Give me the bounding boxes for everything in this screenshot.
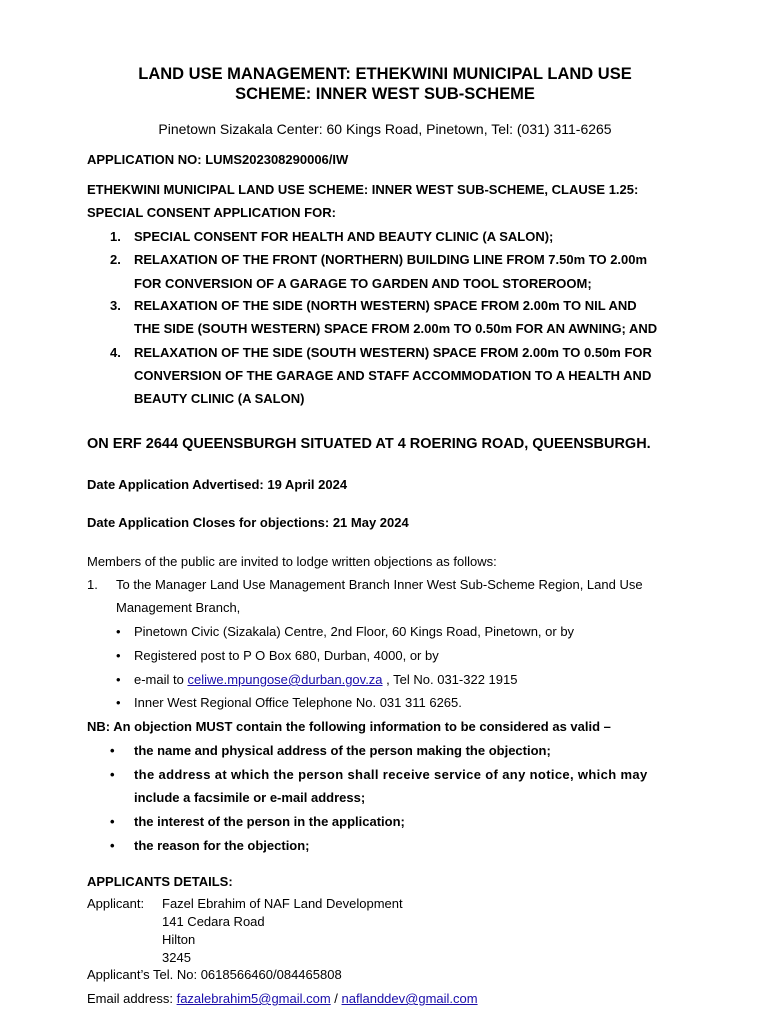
- applicant-email-link-1[interactable]: fazalebrahim5@gmail.com: [176, 991, 331, 1006]
- email-label: Email address:: [87, 991, 177, 1006]
- bullet-icon: •: [116, 672, 121, 687]
- document-title-line1: LAND USE MANAGEMENT: ETHEKWINI MUNICIPAL LAND USE: [138, 65, 632, 83]
- date-closes: Date Application Closes for objections: 21 May 2024: [87, 515, 409, 530]
- consent-item-4: [110, 345, 652, 360]
- consent-item-number: 1.: [110, 229, 121, 244]
- applicant-town: Hilton: [162, 932, 196, 947]
- nb-bullet-name-address: [110, 743, 551, 758]
- members-invited: Members of the public are invited to lodge written objections as follows:: [87, 554, 497, 569]
- manager-item-text: To the Manager Land Use Management Branch Inner West Sub-Scheme Region, Land Use: [116, 577, 643, 592]
- date-advertised: Date Application Advertised: 19 April 2024: [87, 477, 348, 492]
- consent-item-3-cont: THE SIDE (SOUTH WESTERN) SPACE FROM 2.00m TO 0.50m FOR AN AWNING; AND: [134, 321, 658, 336]
- consent-item-text: RELAXATION OF THE SIDE (SOUTH WESTERN) SPACE FROM 2.00m TO 0.50m FOR: [134, 345, 652, 360]
- nb-bullet-text: the interest of the person in the application;: [134, 814, 405, 829]
- lodge-bullet-email: [116, 672, 517, 687]
- consent-item-number: 3.: [110, 298, 121, 313]
- manager-item: [87, 577, 643, 592]
- bullet-icon: •: [110, 767, 115, 782]
- lodge-bullet-post: [116, 648, 439, 663]
- nb-bullet-text: the reason for the objection;: [134, 838, 310, 853]
- manager-item-cont: Management Branch,: [116, 600, 241, 615]
- bullet-icon: •: [110, 743, 115, 758]
- bullet-icon: •: [116, 648, 121, 663]
- lodge-bullet-text: Inner West Regional Office Telephone No. 031 311 6265.: [134, 695, 462, 710]
- bullet-icon: •: [116, 624, 121, 639]
- lodge-bullet-tel: , Tel No. 031-322 1915: [382, 672, 518, 687]
- erf-location: ON ERF 2644 QUEENSBURGH SITUATED AT 4 ROERING ROAD, QUEENSBURGH.: [87, 436, 651, 452]
- consent-item-number: 4.: [110, 345, 121, 360]
- applicant-name: Fazel Ebrahim of NAF Land Development: [162, 896, 403, 911]
- application-number: APPLICATION NO: LUMS202308290006/IW: [87, 152, 349, 167]
- consent-item-text: SPECIAL CONSENT FOR HEALTH AND BEAUTY CLINIC (A SALON);: [134, 229, 554, 244]
- bullet-icon: •: [110, 814, 115, 829]
- consent-item-4-cont2: BEAUTY CLINIC (A SALON): [134, 391, 305, 406]
- manager-item-number: 1.: [87, 577, 98, 592]
- nb-bullet-service-address: [110, 767, 648, 782]
- applicant-email-line: [87, 991, 478, 1006]
- nb-bullet-text: the address at which the person shall receive service of any notice, which may: [134, 767, 648, 782]
- nb-objection-requirements: NB: An objection MUST contain the following information to be considered as valid –: [87, 719, 611, 734]
- lodge-bullet-regional-office: [116, 695, 462, 710]
- consent-item-4-cont1: CONVERSION OF THE GARAGE AND STAFF ACCOMMODATION TO A HEALTH AND: [134, 368, 652, 383]
- consent-item-1: [110, 229, 553, 244]
- nb-bullet-text: the name and physical address of the person making the objection;: [134, 743, 551, 758]
- applicant-email-link-2[interactable]: naflanddev@gmail.com: [341, 991, 478, 1006]
- document-title-line2: SCHEME: INNER WEST SUB-SCHEME: [235, 85, 535, 103]
- nb-bullet-service-address-cont: include a facsimile or e-mail address;: [134, 790, 366, 805]
- lodge-bullet-text: Registered post to P O Box 680, Durban, 4000, or by: [134, 648, 439, 663]
- scheme-clause: ETHEKWINI MUNICIPAL LAND USE SCHEME: INNER WEST SUB-SCHEME, CLAUSE 1.25:: [87, 182, 639, 197]
- nb-bullet-reason: [110, 838, 310, 853]
- email-separator: /: [330, 991, 342, 1006]
- consent-item-text: RELAXATION OF THE FRONT (NORTHERN) BUILDING LINE FROM 7.50m TO 2.00m: [134, 252, 648, 267]
- consent-item-text: RELAXATION OF THE SIDE (NORTH WESTERN) SPACE FROM 2.00m TO NIL AND: [134, 298, 637, 313]
- lodge-bullet-text: Pinetown Civic (Sizakala) Centre, 2nd Floor, 60 Kings Road, Pinetown, or by: [134, 624, 575, 639]
- consent-item-2: [110, 252, 647, 267]
- special-consent-heading: SPECIAL CONSENT APPLICATION FOR:: [87, 205, 336, 220]
- nb-bullet-interest: [110, 814, 405, 829]
- consent-item-number: 2.: [110, 252, 121, 267]
- lodge-bullet-civic-centre: [116, 624, 574, 639]
- office-address: Pinetown Sizakala Center: 60 Kings Road, Pinetown, Tel: (031) 311-6265: [158, 121, 612, 137]
- consent-item-2-cont: FOR CONVERSION OF A GARAGE TO GARDEN AND TOOL STOREROOM;: [134, 276, 592, 291]
- bullet-icon: •: [116, 695, 121, 710]
- objection-email-link[interactable]: celiwe.mpungose@durban.gov.za: [187, 672, 383, 687]
- bullet-icon: •: [110, 838, 115, 853]
- applicants-heading: APPLICANTS DETAILS:: [87, 874, 233, 889]
- consent-item-3: [110, 298, 637, 313]
- applicant-label: Applicant:: [87, 896, 145, 911]
- applicant-postal-code: 3245: [162, 950, 191, 965]
- applicant-street: 141 Cedara Road: [162, 914, 265, 929]
- lodge-bullet-text: e-mail to: [134, 672, 188, 687]
- applicant-telephone: Applicant’s Tel. No: 0618566460/084465808: [87, 967, 342, 982]
